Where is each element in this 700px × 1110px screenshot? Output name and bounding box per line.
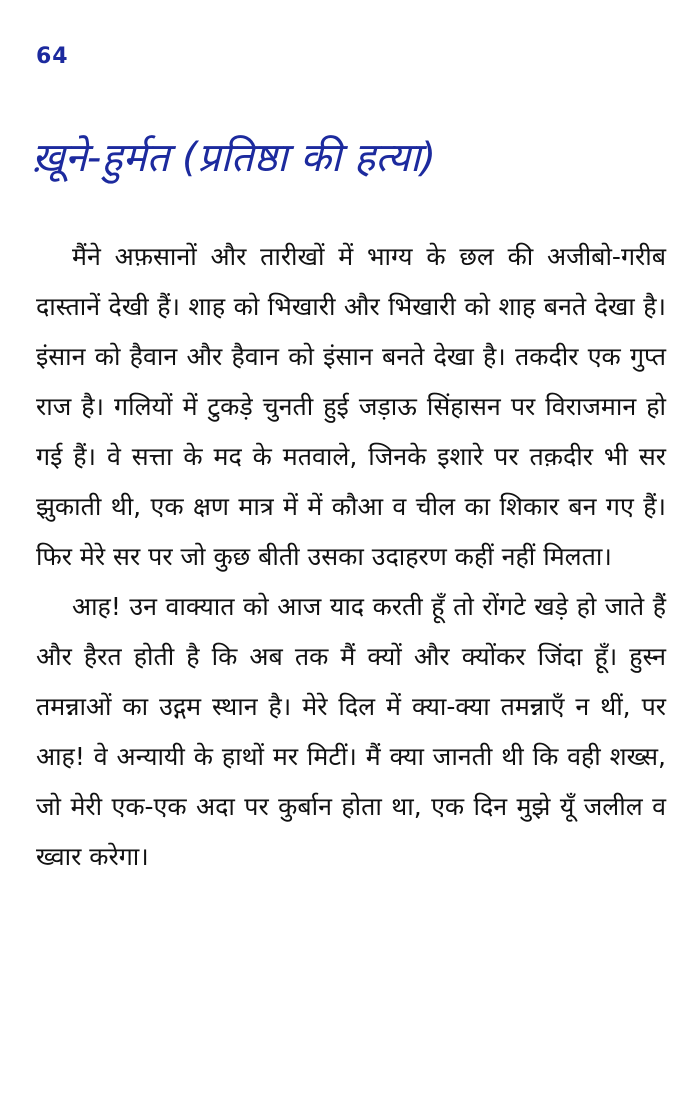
paragraph-2: आह! उन वाक्यात को आज याद करती हूँ तो रोंगटे खड़े हो जाते हैं और हैरत होती है कि अब तक मैं क्यों और क्योंकर जिंदा हूँ। हुस्न तमन्नाओं का उद्गम स्थान है। मेरे दिल में क्या-क्या तमन्नाएँ न थीं, पर आह! वे अन्यायी के हाथों मर मिटीं। मैं क्या जानती थी कि वही शख्स, जो मेरी एक-एक अदा पर कुर्बान होता था, एक दिन मुझे यूँ जलील व ख्वार करेगा। — [36, 592, 666, 871]
body-text — [36, 232, 666, 882]
page-number: 64 — [36, 44, 69, 69]
chapter-title: ख़ूने-हुर्मत (प्रतिष्ठा की हत्या) — [32, 135, 436, 181]
paragraph-1: मैंने अफ़सानों और तारीखों में भाग्य के छल की अजीबो-गरीब दास्तानें देखी हैं। शाह को भिखारी और भिखारी को शाह बनते देखा है। इंसान को हैवान और हैवान को इंसान बनते देखा है। तकदीर एक गुप्त राज है। गलियों में टुकड़े चुनती हुई जड़ाऊ सिंहासन पर विराजमान हो गई हैं। वे सत्ता के मद के मतवाले, जिनके इशारे पर तक़दीर भी सर झुकाती थी, एक क्षण मात्र में में कौआ व चील का शिकार बन गए हैं। फिर मेरे सर पर जो कुछ बीती उसका उदाहरण कहीं नहीं मिलता। — [36, 242, 666, 571]
